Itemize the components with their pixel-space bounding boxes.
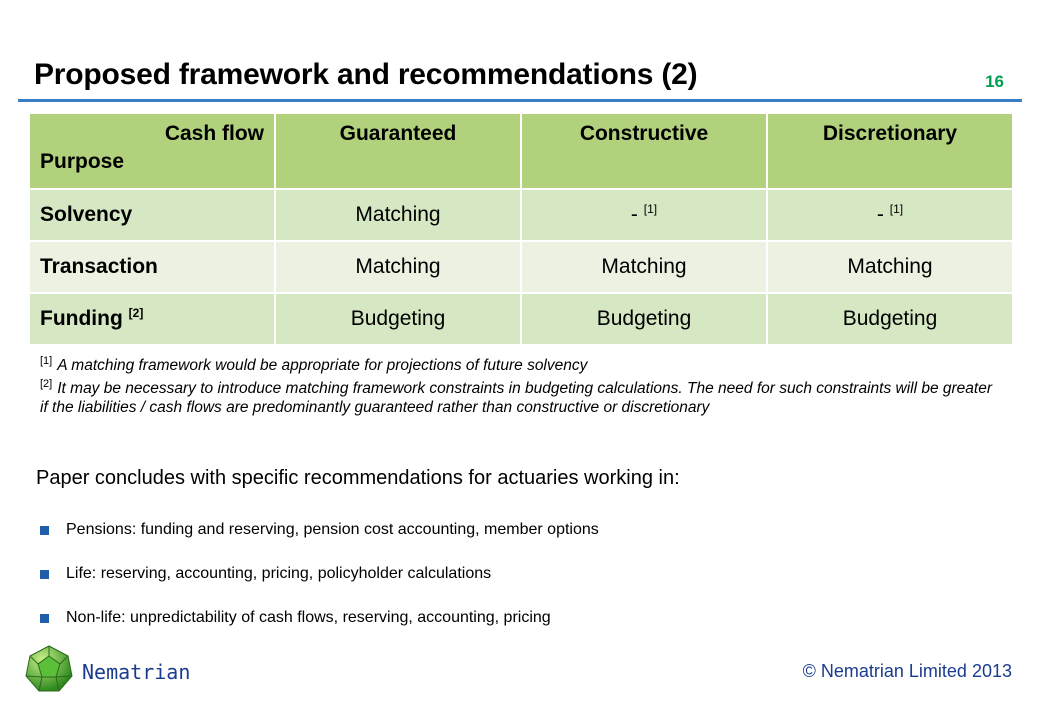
square-bullet-icon [40,570,49,579]
footnote-1: [1] A matching framework would be appropriate for projections of future solvency [40,354,588,374]
table-cell: Budgeting [275,293,521,345]
framework-table [28,112,1014,346]
column-header-guaranteed: Guaranteed [275,113,521,189]
table-row [29,293,1013,345]
row-label-transaction: Transaction [29,241,275,293]
footnote-ref: [1] [643,202,658,216]
slide-number: 16 [985,72,1004,91]
corner-label-cash-flow: Cash flow [164,122,264,145]
recommendation-list [40,518,599,650]
table-cell: - [1] [521,189,767,241]
table-row [29,241,1013,293]
footer-copyright: © Nematrian Limited 2013 [802,661,1012,681]
square-bullet-icon [40,526,49,535]
table-cell: Budgeting [521,293,767,345]
slide-title: Proposed framework and recommendations (2) [34,58,698,91]
row-label-solvency: Solvency [29,189,275,241]
column-header-constructive: Constructive [521,113,767,189]
list-item: Non-life: unpredictability of cash flows, reserving, accounting, pricing [40,606,599,650]
table-cell: - [1] [767,189,1013,241]
nematrian-logo-icon [24,644,74,694]
list-item: Pensions: funding and reserving, pension cost accounting, member options [40,518,599,562]
title-divider [18,99,1022,102]
table-cell: Matching [767,241,1013,293]
row-label-funding: Funding [2] [29,293,275,345]
table-cell: Matching [275,241,521,293]
column-header-discretionary: Discretionary [767,113,1013,189]
table-cell: Matching [275,189,521,241]
corner-label-purpose: Purpose [40,150,125,173]
list-item: Life: reserving, accounting, pricing, policyholder calculations [40,562,599,606]
table-row [29,189,1013,241]
intro-text: Paper concludes with specific recommendations for actuaries working in: [36,467,680,489]
table-cell: Budgeting [767,293,1013,345]
footnote-ref: [1] [889,202,904,216]
footnote-2: [2] It may be necessary to introduce matching framework constraints in budgeting calculations. The need for such constraints will be greater if the liabilities / cash flows are predominantly guaranteed rather than constructive or discretionary [40,377,993,416]
square-bullet-icon [40,614,49,623]
table-header-row [29,113,1013,189]
footnotes [40,356,1000,421]
footnote-ref: [2] [128,306,144,320]
footer-brand: Nematrian [82,660,191,684]
table-cell: Matching [521,241,767,293]
table-corner-cell [29,113,275,189]
